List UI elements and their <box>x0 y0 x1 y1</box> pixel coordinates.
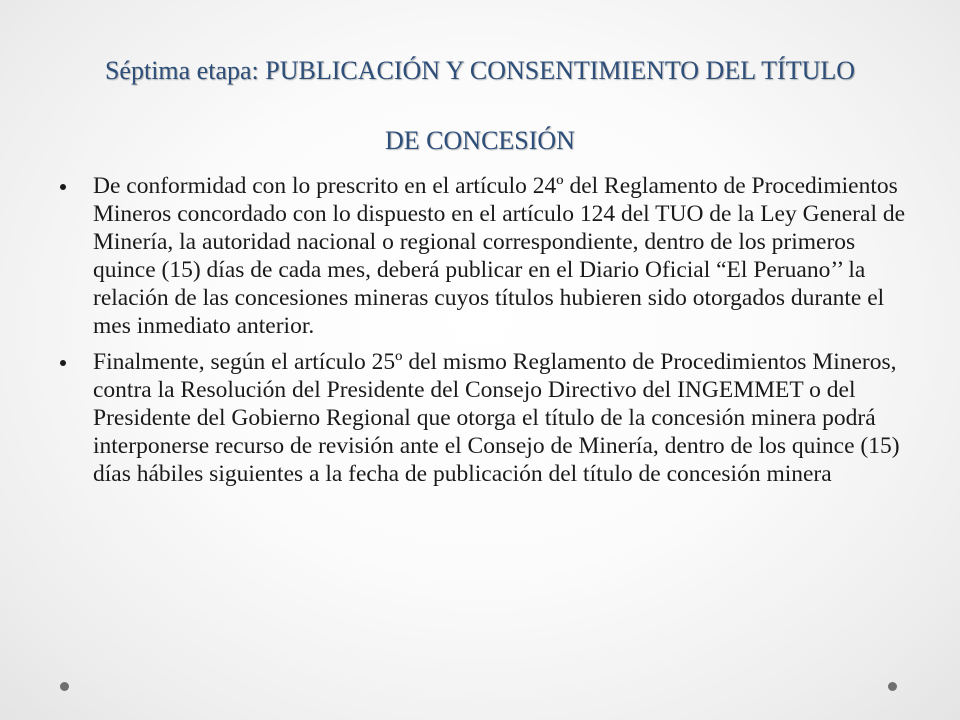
slide-title <box>40 36 920 176</box>
bullet-item <box>56 172 916 340</box>
decorative-dot-right-icon <box>888 682 897 691</box>
bullet-text: De conformidad con lo prescrito en el artículo 24º del Reglamento de Procedimientos Mineros concordado con lo dispuesto en el artículo 124 del TUO de la Ley General de Minería, la autoridad nacional o regional correspondiente, dentro de los primeros quince (15) días de cada mes, deberá publicar en el Diario Oficial “El Peruano’’ la relación de las concesiones mineras cuyos títulos hubieren sido otorgados durante el mes inmediato anterior. <box>93 173 906 339</box>
bullet-text: Finalmente, según el artículo 25º del mismo Reglamento de Procedimientos Mineros, contra la Resolución del Presidente del Consejo Directivo del INGEMMET o del Presidente del Gobierno Regional que otorga el título de la concesión minera podrá interponerse recurso de revisión ante el Consejo de Minería, dentro de los quince (15) días hábiles siguientes a la fecha de publicación del título de concesión minera <box>93 349 900 487</box>
bullet-icon <box>60 184 66 190</box>
bullet-item <box>56 348 916 488</box>
bullet-list <box>56 172 916 496</box>
decorative-dot-left-icon <box>60 682 69 691</box>
slide-title-line-1: Séptima etapa: PUBLICACIÓN Y CONSENTIMIENTO DEL TÍTULO <box>104 56 856 85</box>
slide-title-line-2: DE CONCESIÓN <box>385 126 575 155</box>
bullet-icon <box>60 360 66 366</box>
